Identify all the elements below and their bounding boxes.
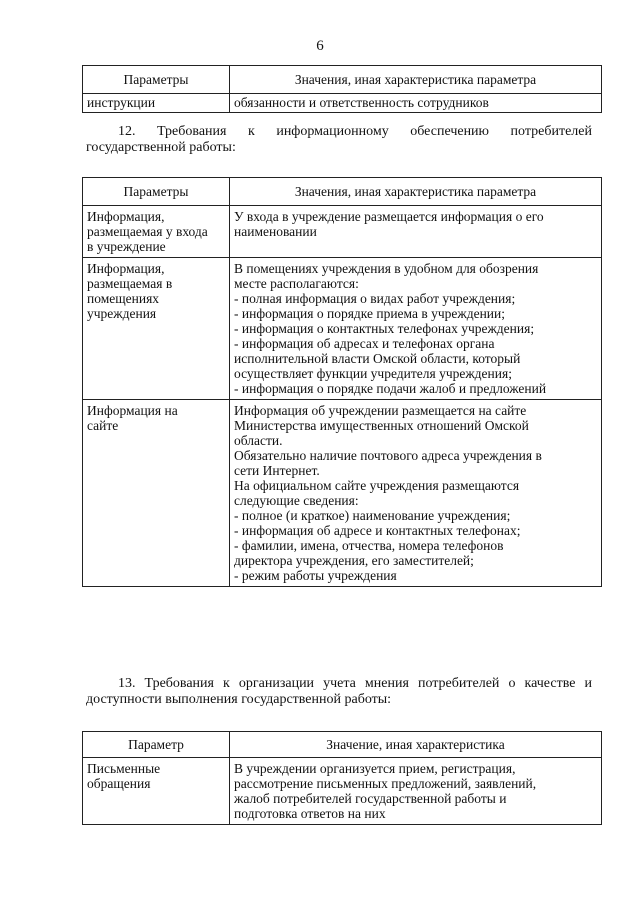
row-parameter [83,400,230,587]
row-value: обязанности и ответственность сотрудников [230,94,602,113]
section-13-line-2: доступности выполнения государственной работы: [86,692,392,707]
table-row [83,94,602,113]
row-parameter: инструкции [83,94,230,113]
cell-line: размещаемая у входа [87,224,208,239]
cell-line: помещениях [87,291,160,306]
row-value [230,258,602,400]
row-value [230,206,602,258]
cell-line: директора учреждения, его заместителей; [234,553,474,568]
table-row [83,400,602,587]
cell-line: Министерства имущественных отношений Омской [234,418,529,433]
cell-line: обращения [87,776,151,791]
cell-line: сети Интернет. [234,463,320,478]
cell-line: в учреждение [87,239,166,254]
cell-line: - информация об адресах и телефонах органа [234,336,495,351]
column-header-parameters: Параметры [83,178,230,206]
cell-line: У входа в учреждение размещается информация о его [234,209,544,224]
table-row [83,758,602,825]
page-number: 6 [316,38,324,54]
section-12-heading [86,124,592,156]
cell-line: месте располагаются: [234,276,359,291]
cell-line: Информация, [87,261,165,276]
cell-line: наименовании [234,224,317,239]
table-header-row [83,732,602,758]
information-requirements-table [82,177,602,587]
cell-line: - фамилии, имена, отчества, номера телефонов [234,538,504,553]
column-header-value: Значение, иная характеристика [230,732,602,758]
cell-line: области. [234,433,283,448]
column-header-parameter: Параметр [83,732,230,758]
section-13-heading [86,676,592,708]
cell-line: - информация о порядке приема в учреждении; [234,306,506,321]
row-parameter [83,206,230,258]
section-12-line-2: государственной работы: [86,140,236,155]
cell-line: - информация о контактных телефонах учреждения; [234,321,535,336]
cell-line: осуществляет функции учредителя учреждения; [234,366,512,381]
section-13-line-1: 13. Требования к организации учета мнения потребителей о качестве и [118,676,592,691]
column-header-values: Значения, иная характеристика параметра [230,66,602,94]
cell-line: В помещениях учреждения в удобном для обозрения [234,261,539,276]
row-value [230,400,602,587]
cell-line: - режим работы учреждения [234,568,397,583]
cell-line: следующие сведения: [234,493,359,508]
cell-line: Письменные [87,761,161,776]
cell-line: - информация об адресе и контактных телефонах; [234,523,521,538]
cell-line: - информация о порядке подачи жалоб и предложений [234,381,547,396]
cell-line: учреждения [87,306,157,321]
table-row [83,206,602,258]
cell-line: В учреждении организуется прием, регистрация, [234,761,516,776]
cell-line: подготовка ответов на них [234,806,386,821]
cell-line: рассмотрение письменных предложений, заявлений, [234,776,537,791]
table-header-row [83,66,602,94]
table-header-row [83,178,602,206]
table-row [83,258,602,400]
row-value [230,758,602,825]
row-parameter [83,758,230,825]
cell-line: Информация об учреждении размещается на сайте [234,403,527,418]
cell-line: Обязательно наличие почтового адреса учреждения в [234,448,542,463]
cell-line: сайте [87,418,119,433]
cell-line: - полная информация о видах работ учреждения; [234,291,516,306]
consumer-feedback-table [82,731,602,825]
cell-line: - полное (и краткое) наименование учреждения; [234,508,511,523]
cell-line: Информация, [87,209,165,224]
row-parameter [83,258,230,400]
column-header-parameters: Параметры [83,66,230,94]
column-header-values: Значения, иная характеристика параметра [230,178,602,206]
cell-line: размещаемая в [87,276,173,291]
cell-line: Информация на [87,403,178,418]
cell-line: исполнительной власти Омской области, который [234,351,521,366]
cell-line: жалоб потребителей государственной работы и [234,791,507,806]
parameters-table-continued [82,65,602,113]
cell-line: На официальном сайте учреждения размещаются [234,478,520,493]
section-12-line-1: 12. Требования к информационному обеспечению потребителей [118,124,592,139]
